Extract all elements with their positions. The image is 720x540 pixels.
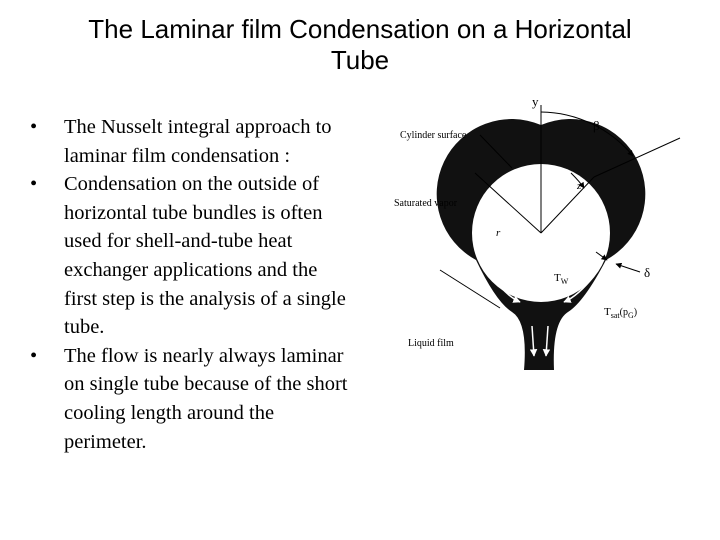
bullet-item (30, 170, 350, 342)
label-r: r (496, 227, 501, 239)
bullet-list (30, 113, 350, 456)
bullet-icon: • (30, 173, 38, 196)
bullet-item (30, 113, 350, 170)
slide-title (40, 14, 680, 76)
label-beta: β (593, 118, 600, 133)
title-line-1: The Laminar film Condensation on a Horizontal (88, 14, 632, 44)
bullet-icon: • (30, 116, 38, 138)
bullet-text: The Nusselt integral approach to laminar film condensation : (64, 116, 332, 167)
label-liquid-film: Liquid film (408, 338, 454, 349)
bullet-item (30, 342, 350, 456)
label-saturated-vapor: Saturated vapor (394, 198, 458, 209)
label-tw: $T_W$ (554, 272, 569, 286)
label-y: y (532, 94, 539, 109)
label-delta: δ (644, 265, 651, 280)
condensation-tube-diagram (388, 90, 688, 375)
label-cylinder-surface: Cylinder surface (400, 130, 467, 141)
bullet-icon: • (30, 344, 38, 367)
label-z: z (577, 180, 582, 192)
bullet-text: The flow is nearly always laminar on single tube because of the short cooling length around the perimeter. (64, 344, 348, 453)
bullet-text: Condensation on the outside of horizontal tube bundles is often used for shell-and-tube heat exchanger applications and the first step is the analysis of a single tube. (64, 173, 346, 339)
delta-arrow-outer (616, 264, 640, 272)
title-line-2: Tube (330, 45, 390, 75)
label-tsat: $T_{sat}(p_G)$ (604, 306, 638, 320)
